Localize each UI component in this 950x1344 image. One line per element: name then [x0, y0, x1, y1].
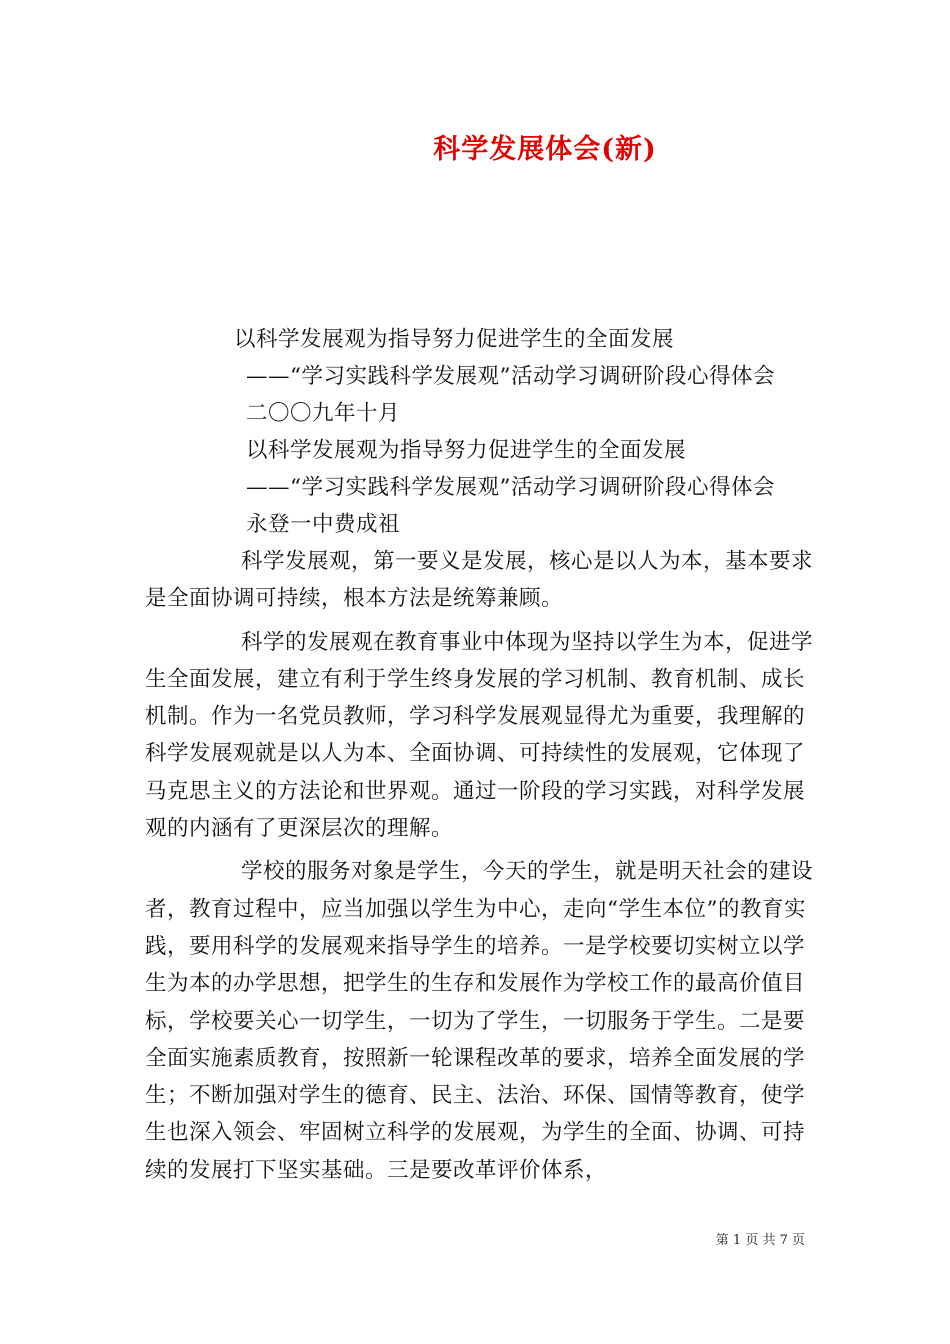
paragraph-3: 学校的服务对象是学生，今天的学生，就是明天社会的建设者，教育过程中，应当加强以学生为中心，走向“学生本位”的教育实践，要用科学的发展观来指导学生的培养。一是学校要切实树立以学生为本的办学思想，把学生的生存和发展作为学校工作的最高价值目标，学校要关心一切学生，一切为了学生，一切服务于学生。二是要全面实施素质教育，按照新一轮课程改革的要求，培养全面发展的学生；不断加强对学生的德育、民主、法治、环保、国情等教育，使学生也深入领会、牢固树立科学的发展观，为学生的全面、协调、可持续的发展打下坚实基础。三是要改革评价体系，	[145, 859, 814, 1183]
subtitle-line-2: ——“学习实践科学发展观”活动学习调研阶段心得体会	[246, 364, 775, 389]
body-text	[145, 543, 820, 1189]
subtitle-line-1: 以科学发展观为指导努力促进学生的全面发展	[234, 327, 675, 352]
page-footer: 第 1 页 共 7 页	[715, 1233, 805, 1248]
date-line: 二〇〇九年十月	[246, 401, 401, 426]
paragraph-1: 科学发展观，第一要义是发展，核心是以人为本，基本要求是全面协调可持续，根本方法是统筹兼顾。	[145, 549, 814, 612]
author-line: 永登一中费成祖	[246, 512, 401, 537]
paragraph-2: 科学的发展观在教育事业中体现为坚持以学生为本，促进学生全面发展，建立有利于学生终身发展的学习机制、教育机制、成长机制。作为一名党员教师，学习科学发展观显得尤为重要，我理解的科学发展观就是以人为本、全面协调、可持续性的发展观，它体现了马克思主义的方法论和世界观。通过一阶段的学习实践，对科学发展观的内涵有了更深层次的理解。	[145, 629, 814, 842]
subtitle-line-3: 以科学发展观为指导努力促进学生的全面发展	[246, 438, 687, 463]
subtitle-line-4: ——“学习实践科学发展观”活动学习调研阶段心得体会	[246, 475, 775, 500]
document-title: 科学发展体会(新)	[433, 134, 657, 165]
